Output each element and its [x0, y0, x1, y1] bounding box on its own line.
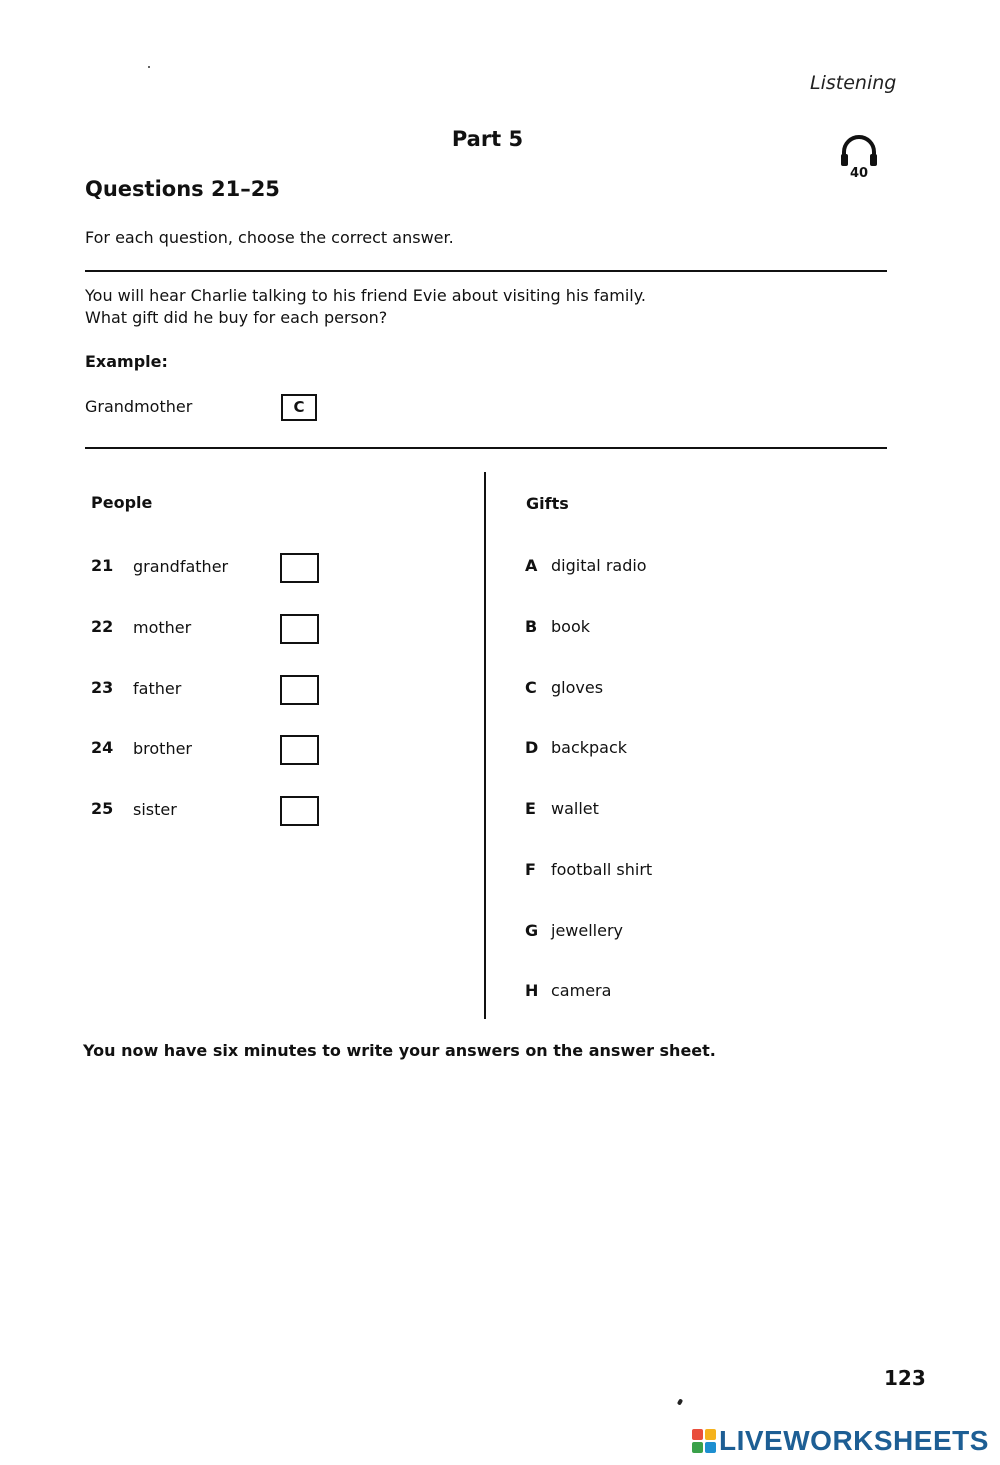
- gift-name: jewellery: [551, 921, 623, 940]
- scan-mark: [677, 1398, 683, 1405]
- example-label: Example:: [85, 352, 168, 371]
- scan-speck: [148, 66, 150, 68]
- example-answer-box: C: [281, 394, 317, 421]
- brand-name: LIVEWORKSHEETS: [719, 1425, 989, 1456]
- person-name: brother: [133, 739, 193, 758]
- people-heading: People: [91, 493, 153, 512]
- person-name: sister: [133, 800, 177, 819]
- gift-letter: B: [525, 617, 538, 636]
- gift-name: digital radio: [551, 556, 647, 575]
- part-title: Part 5: [451, 127, 524, 151]
- question-number: 25: [91, 799, 114, 818]
- gift-letter: H: [525, 981, 539, 1000]
- gift-letter: A: [525, 556, 538, 575]
- person-name: mother: [133, 618, 192, 637]
- answer-box-24[interactable]: [280, 735, 319, 765]
- gift-name: book: [551, 617, 590, 636]
- question-number: 21: [91, 556, 114, 575]
- intro-line-2: What gift did he buy for each person?: [85, 308, 388, 327]
- gift-letter: C: [525, 678, 537, 697]
- person-name: grandfather: [133, 557, 229, 576]
- liveworksheets-logo[interactable]: [692, 1425, 989, 1457]
- gift-name: football shirt: [551, 860, 653, 879]
- gift-letter: F: [525, 860, 536, 879]
- example-person: Grandmother: [85, 397, 193, 416]
- gifts-heading: Gifts: [526, 494, 569, 513]
- gift-letter: D: [525, 738, 539, 757]
- gift-letter: E: [525, 799, 536, 818]
- bottom-divider-rule: [85, 447, 887, 449]
- answer-box-23[interactable]: [280, 675, 319, 705]
- gift-name: backpack: [551, 738, 628, 757]
- track-number: 40: [849, 166, 869, 181]
- answer-box-22[interactable]: [280, 614, 319, 644]
- instruction-text: For each question, choose the correct answer.: [85, 228, 454, 247]
- gift-name: camera: [551, 981, 612, 1000]
- intro-line-1: You will hear Charlie talking to his friend Evie about visiting his family.: [85, 286, 646, 305]
- answer-box-21[interactable]: [280, 553, 319, 583]
- person-name: father: [133, 679, 182, 698]
- section-label: Listening: [810, 72, 897, 94]
- time-note: You now have six minutes to write your answers on the answer sheet.: [83, 1041, 716, 1060]
- top-divider-rule: [85, 270, 887, 272]
- question-number: 24: [91, 738, 114, 757]
- gift-letter: G: [525, 921, 539, 940]
- column-divider: [484, 472, 486, 1019]
- question-number: 23: [91, 678, 114, 697]
- questions-title: Questions 21–25: [85, 177, 280, 201]
- page-number: 123: [884, 1366, 926, 1390]
- answer-box-25[interactable]: [280, 796, 319, 826]
- question-number: 22: [91, 617, 114, 636]
- gift-name: gloves: [551, 678, 604, 697]
- gift-name: wallet: [551, 799, 599, 818]
- logo-grid-icon: [692, 1429, 716, 1453]
